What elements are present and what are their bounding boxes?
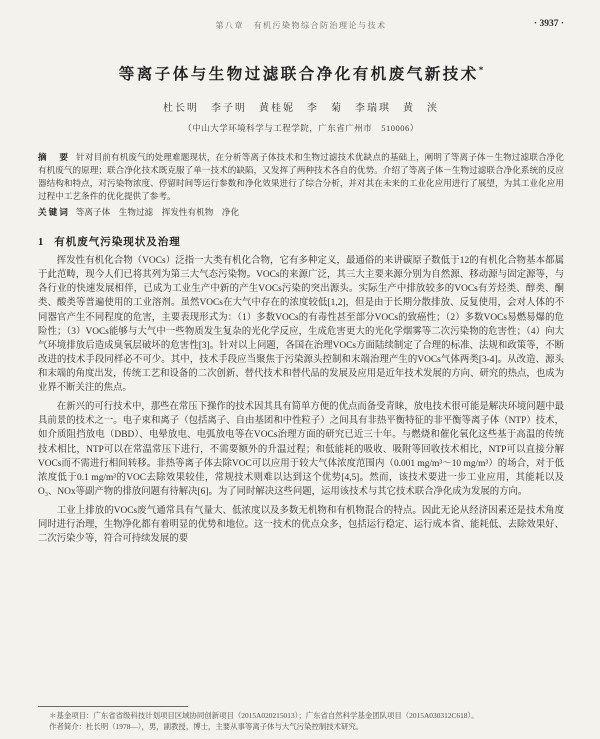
page-number: · 3937 · (533, 19, 564, 29)
title-footnote-marker: * (478, 64, 484, 75)
section-title: 有机废气污染现状及治理 (54, 237, 181, 249)
body-paragraph: 挥发性有机化合物（VOCs）泛指一大类有机化合物，它有多种定义，最通俗的来讲碳原子数低于12的有机化合物基本都属于此范畴，现今人们已将其列为第三大气态污染物。VOCs的来源广泛，其三大主要来源分别为自然源、移动源与固定源等，与各行业的快速发展相伴，已成为工业生产中新的产生VOCs污染的突出源头。实际生产中排放较多的VOCs有芳烃类、醇类、酮类、酸类等普遍使用的工业溶剂。虽然VOCs在大气中存在的浓度较低[1,2]，但是由于长期分散排放、反复使用，会对人体的不同器官产生不同程度的危害，主要表现形式为：（1）多数VOCs的有毒性甚至部分VOCs的致癌性；（2）多数VOCs易燃易爆的危险性；（3）VOCs能够与大气中一些物质发生复杂的光化学反应，生成危害更大的光化学烟雾等二次污染物的危害性；（4）向大气环境排放后造成臭氧层破坏的危害性[3]。针对以上问题，各国在治理VOCs方面陆续制定了合理的标准、法规和政策等，不断改进的技术手段同样必不可少。其中，技术手段应当聚焦于污染源头控制和末端治理产生的VOCs气体两类[3-4]。从改造、源头和末端的角度出发，传统工艺和设备的二次创新、替代技术和替代品的发展及应用是近年技术发展的方向、研究的热点，也成为业界不断关注的焦点。 (38, 256, 564, 394)
keywords-label: 关键词 (38, 207, 70, 218)
running-head (38, 20, 564, 34)
body-paragraph: 工业上排放的VOCs废气通常具有气量大、低浓度以及多数无机物和有机物混合的特点。因此无论从经济因素还是技术角度同时进行治理，生物净化都有着明显的优势和地位。这一技术的优点众多，包括运行稳定、运行成本省、能耗低、去除效果好、二次污染少等，符合可持续发展的要 (38, 506, 564, 545)
body-paragraph: 在新兴的可行技术中，那些在常压下操作的技术因其具有简单方便的优点而备受青睐，放电技术很可能是解决环境问题中最具前景的技术之一。电子束和离子（包括离子、自由基团和中性粒子）之间具有非热平衡特征的非平衡等离子体（NTP）技术，如介质阻挡放电（DBD）、电晕放电、电弧放电等在VOCs治理方面的研究已近三十年。与燃烧和催化氧化这些基于高温的传统技术相比，NTP可以在常温常压下进行，不需要额外的升温过程；和低能耗的吸收、吸附等回收技术相比，NTP可以直接分解VOCs而不需进行相间转移。非热等离子体去除VOC可以应用于较大气体浓度范围内（0.001 mg/m³～10 mg/m³）的场合，对于低浓度低于0.1 mg/m³的VOC去除效果较佳，常规技术则难以达到这个优势[4,5]。然而，该技术要进一步工业应用，其能耗以及O₃、NOx等副产物的排放问题有待解决[6]。为了同时解决这些问题，运用该技术与其它技术联合净化成为发展的方向。 (38, 402, 564, 497)
paper-title (38, 62, 564, 84)
section-heading (38, 234, 564, 249)
abstract-text: 针对目前有机废气的处理难题现状，在分析等离子体技术和生物过滤技术优缺点的基础上，阐明了等离子体－生物过滤联合净化有机废气的原理；联合净化技术既克服了单一技术的缺陷，又发挥了两种技术各自的优势。介绍了等离子体－生物过滤联合净化系统的反应器结构和特点，对污染物浓度、停留时间等运行参数和净化效果进行了综合分析，并对其在未来的工业化应用进行了展望，为其工业化应用过程中工艺条件的优化提供了参考。 (38, 152, 564, 202)
footnote-item: ＊基金项目：广东省省级科技计划项目区域协同创新项目（2015A020215013）；广东省自然科学基金团队项目（2015A030312C618）。 (49, 710, 479, 720)
footnote-separator (38, 706, 188, 707)
chapter-header: 第八章 有机污染物综合防治理论与技术 (215, 21, 387, 30)
paper-title-text: 等离子体与生物过滤联合净化有机废气新技术 (118, 66, 479, 83)
abstract-block (38, 151, 564, 203)
section-number: 1 (38, 237, 45, 249)
abstract-label: 摘 要 (38, 152, 71, 162)
affiliation: （中山大学环境科学与工程学院，广东省广州市 510006） (183, 123, 419, 133)
footnote-item: 作者简介：杜长明（1978—），男，副教授，博士，主要从事等离子体与大气污染控制技术研究。 (49, 721, 364, 731)
keywords-block (38, 206, 564, 219)
authors-line: 杜长明 李子明 黄桂妮 李 菊 李瑞琪 黄 浃 (163, 103, 439, 114)
footnote-area (38, 706, 564, 732)
keywords-text: 等离子体 生物过滤 挥发性有机物 净化 (75, 207, 240, 218)
